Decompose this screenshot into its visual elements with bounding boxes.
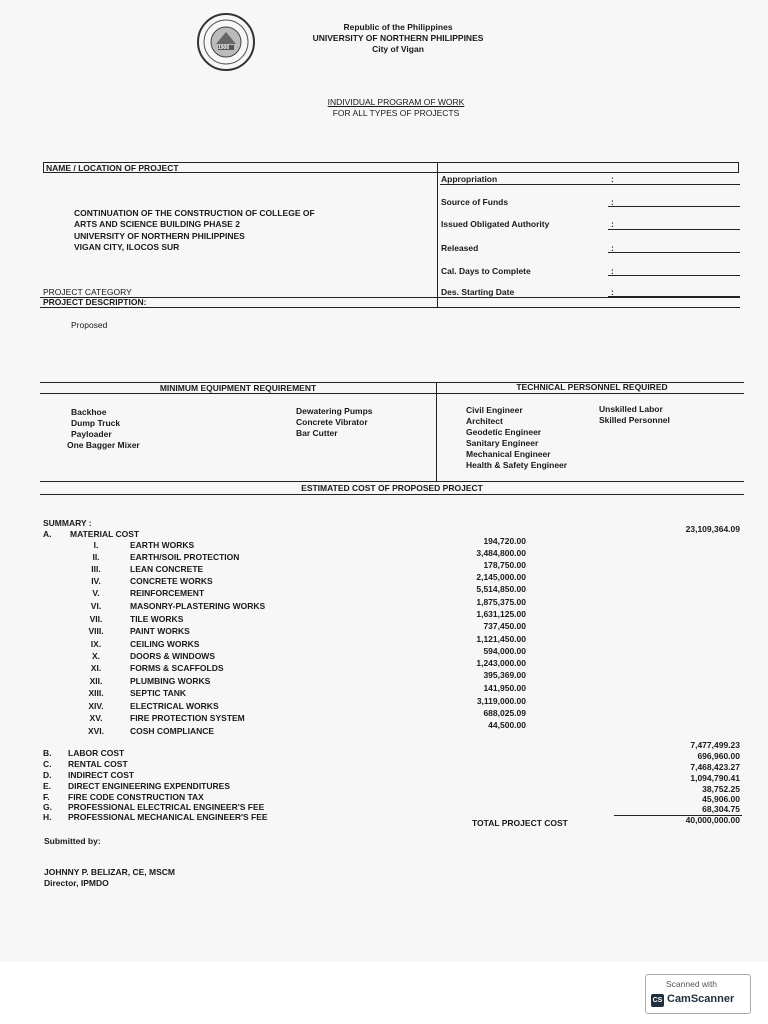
cost-letter: E. <box>43 781 52 791</box>
cost-amount: 7,468,423.27 <box>690 762 740 772</box>
item-name: CONCRETE WORKS <box>130 576 213 586</box>
project-name-line: CONTINUATION OF THE CONSTRUCTION OF COLLEGE OF <box>74 208 315 218</box>
equipment-item: Concrete Vibrator <box>296 417 368 427</box>
project-name-line: UNIVERSITY OF NORTHERN PHILIPPINES <box>74 231 245 241</box>
cost-letter: F. <box>43 792 50 802</box>
project-name-line: ARTS AND SCIENCE BUILDING PHASE 2 <box>74 219 240 229</box>
personnel-item: Sanitary Engineer <box>466 438 539 448</box>
camscanner-stamp <box>645 974 751 1014</box>
cost-letter: G. <box>43 802 52 812</box>
university-seal-icon <box>196 12 256 72</box>
item-amount: 594,000.00 <box>483 646 526 656</box>
item-number: V. <box>92 588 100 598</box>
item-number: XII. <box>89 676 103 686</box>
project-name-header: NAME / LOCATION OF PROJECT <box>46 163 179 173</box>
item-name: EARTH WORKS <box>130 540 195 550</box>
equipment-item: Backhoe <box>71 407 107 417</box>
field-label-issued-obligated-authority: Issued Obligated Authority <box>441 219 550 229</box>
item-amount: 141,950.00 <box>483 683 526 693</box>
field-label-cal-days: Cal. Days to Complete <box>441 266 531 276</box>
header-republic: Republic of the Philippines <box>343 22 453 32</box>
page-title: INDIVIDUAL PROGRAM OF WORK <box>327 97 465 107</box>
item-number: I. <box>93 540 99 550</box>
project-category-label: PROJECT CATEGORY <box>43 287 132 297</box>
camscanner-brand: CamScanner <box>667 993 735 1005</box>
item-amount: 1,121,450.00 <box>476 634 526 644</box>
cost-letter: D. <box>43 770 52 780</box>
field-separator: : <box>611 219 614 229</box>
page-subtitle: FOR ALL TYPES OF PROJECTS <box>332 108 460 118</box>
project-name-line: VIGAN CITY, ILOCOS SUR <box>74 242 180 252</box>
item-name: MASONRY-PLASTERING WORKS <box>130 601 266 611</box>
scanned-with-label: Scanned with <box>666 979 718 989</box>
field-label-released: Released <box>441 243 479 253</box>
cost-name: INDIRECT COST <box>68 770 135 780</box>
field-label-starting-date: Des. Starting Date <box>441 287 515 297</box>
item-amount: 178,750.00 <box>483 560 526 570</box>
item-number: VII. <box>89 614 103 624</box>
signatory-position: Director, IPMDO <box>44 878 109 888</box>
item-number: VIII. <box>88 626 104 636</box>
item-amount: 3,484,800.00 <box>476 548 526 558</box>
seal-text: 1906 <box>218 45 230 51</box>
personnel-item: Architect <box>466 416 503 426</box>
item-number: XI. <box>90 663 102 673</box>
item-name: TILE WORKS <box>130 614 184 624</box>
item-name: REINFORCEMENT <box>130 588 205 598</box>
cost-header: ESTIMATED COST OF PROPOSED PROJECT <box>301 483 483 493</box>
item-amount: 395,369.00 <box>483 670 526 680</box>
item-name: COSH COMPLIANCE <box>130 726 215 736</box>
cost-letter: C. <box>43 759 52 769</box>
submitted-by-label: Submitted by: <box>44 836 101 846</box>
item-amount: 44,500.00 <box>488 720 526 730</box>
cost-amount: 38,752.25 <box>702 784 740 794</box>
material-label: MATERIAL COST <box>70 529 140 539</box>
equipment-item: Dewatering Pumps <box>296 406 373 416</box>
item-name: LEAN CONCRETE <box>130 564 204 574</box>
cost-amount: 696,960.00 <box>697 751 740 761</box>
cost-name: FIRE CODE CONSTRUCTION TAX <box>68 792 204 802</box>
field-separator: : <box>611 174 614 184</box>
cost-name: PROFESSIONAL ELECTRICAL ENGINEER'S FEE <box>68 802 265 812</box>
item-amount: 688,025.09 <box>483 708 526 718</box>
cost-amount: 7,477,499.23 <box>690 740 740 750</box>
total-value: 40,000,000.00 <box>685 815 740 825</box>
item-number: XV. <box>89 713 103 723</box>
item-name: SEPTIC TANK <box>130 688 187 698</box>
field-separator: : <box>611 266 614 276</box>
cost-letter: B. <box>43 748 52 758</box>
personnel-item: Mechanical Engineer <box>466 449 551 459</box>
signatory-name: JOHNNY P. BELIZAR, CE, MSCM <box>44 867 175 877</box>
item-name: EARTH/SOIL PROTECTION <box>130 552 240 562</box>
camscanner-logo-icon: CS <box>651 994 664 1007</box>
cost-amount: 45,906.00 <box>702 794 740 804</box>
material-letter: A. <box>43 529 52 539</box>
field-separator: : <box>611 197 614 207</box>
personnel-item: Skilled Personnel <box>599 415 670 425</box>
item-name: DOORS & WINDOWS <box>130 651 215 661</box>
equipment-header: MINIMUM EQUIPMENT REQUIREMENT <box>159 383 317 393</box>
item-amount: 1,243,000.00 <box>476 658 526 668</box>
equipment-item: Dump Truck <box>71 418 121 428</box>
summary-label: SUMMARY : <box>43 518 92 528</box>
item-amount: 2,145,000.00 <box>476 572 526 582</box>
item-amount: 3,119,000.00 <box>476 696 526 706</box>
item-name: FORMS & SCAFFOLDS <box>130 663 224 673</box>
equipment-item: Payloader <box>71 429 112 439</box>
cost-name: LABOR COST <box>68 748 125 758</box>
item-name: ELECTRICAL WORKS <box>130 701 219 711</box>
field-label-appropriation: Appropriation <box>441 174 498 184</box>
header-city: City of Vigan <box>372 44 424 54</box>
cost-amount: 68,304.75 <box>702 804 740 814</box>
material-total: 23,109,364.09 <box>685 524 740 534</box>
item-number: XIII. <box>88 688 104 698</box>
item-amount: 737,450.00 <box>483 621 526 631</box>
item-number: VI. <box>90 601 102 611</box>
item-name: CEILING WORKS <box>130 639 200 649</box>
total-label: TOTAL PROJECT COST <box>472 818 568 828</box>
header-university: UNIVERSITY OF NORTHERN PHILIPPINES <box>312 33 484 43</box>
item-name: FIRE PROTECTION SYSTEM <box>130 713 245 723</box>
item-number: IX. <box>90 639 102 649</box>
field-separator: : <box>611 243 614 253</box>
equipment-item: One Bagger Mixer <box>67 440 140 450</box>
item-number: X. <box>91 651 101 661</box>
item-amount: 1,631,125.00 <box>476 609 526 619</box>
cost-name: RENTAL COST <box>68 759 128 769</box>
field-label-source-of-funds: Source of Funds <box>441 197 509 207</box>
item-name: PAINT WORKS <box>130 626 190 636</box>
cost-name: DIRECT ENGINEERING EXPENDITURES <box>68 781 230 791</box>
project-description-label: PROJECT DESCRIPTION: <box>43 297 147 307</box>
personnel-item: Unskilled Labor <box>599 404 663 414</box>
item-number: IV. <box>91 576 101 586</box>
item-number: XIV. <box>88 701 104 711</box>
personnel-item: Health & Safety Engineer <box>466 460 568 470</box>
equipment-item: Bar Cutter <box>296 428 338 438</box>
item-number: III. <box>91 564 101 574</box>
item-number: II. <box>92 552 100 562</box>
item-number: XVI. <box>87 726 105 736</box>
project-description-value: Proposed <box>71 320 108 330</box>
personnel-item: Geodetic Engineer <box>466 427 542 437</box>
field-separator: : <box>611 287 614 297</box>
item-amount: 1,875,375.00 <box>476 597 526 607</box>
cost-letter: H. <box>43 812 52 822</box>
cost-amount: 1,094,790.41 <box>690 773 740 783</box>
personnel-item: Civil Engineer <box>466 405 523 415</box>
item-amount: 194,720.00 <box>483 536 526 546</box>
item-name: PLUMBING WORKS <box>130 676 211 686</box>
cost-name: PROFESSIONAL MECHANICAL ENGINEER'S FEE <box>68 812 268 822</box>
personnel-header: TECHNICAL PERSONNEL REQUIRED <box>516 382 668 392</box>
item-amount: 5,514,850.00 <box>476 584 526 594</box>
